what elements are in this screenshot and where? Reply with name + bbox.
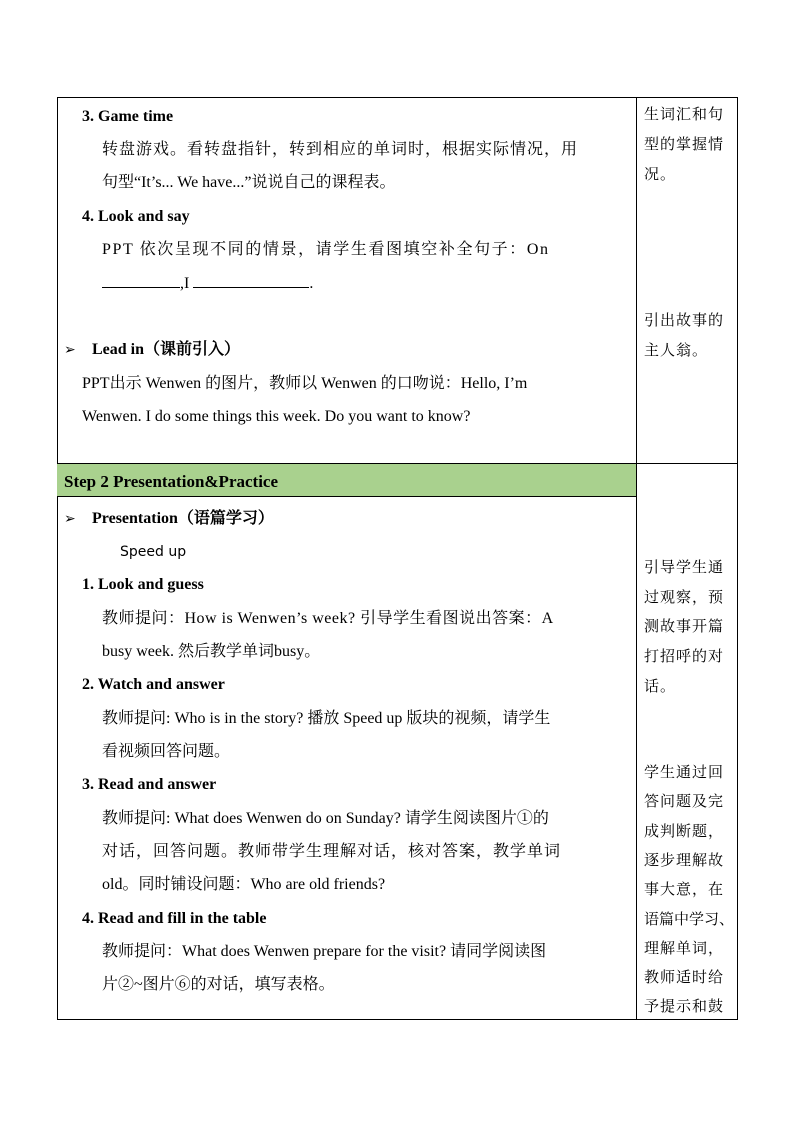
game-time-line2: 句型“It’s... We have...”说说自己的课程表。 bbox=[102, 174, 396, 191]
look-guess-heading: 1. Look and guess bbox=[82, 576, 204, 593]
fill-blank-1[interactable] bbox=[102, 273, 180, 288]
read-fill-line1: 教师提问：What does Wenwen prepare for the visit? 请同学阅读图 bbox=[102, 943, 547, 960]
side-note-2-line1: 引出故事的 bbox=[644, 311, 725, 329]
fill-blank-2[interactable] bbox=[193, 273, 309, 288]
side-note-4-line3: 成判断题， bbox=[644, 822, 725, 840]
side-note-4-line1: 学生通过回 bbox=[644, 763, 725, 781]
side-note-4-line2: 答问题及完 bbox=[644, 792, 725, 810]
look-say-end: . bbox=[309, 275, 314, 292]
presentation-heading: Presentation（语篇学习） bbox=[92, 510, 274, 527]
side-note-1-line3: 况。 bbox=[644, 165, 677, 183]
look-guess-line1: 教师提问：How is Wenwen’s week? 引导学生看图说出答案：A bbox=[102, 610, 554, 627]
look-say-mid: ,I bbox=[180, 275, 190, 292]
side-note-1-line2: 型的掌握情 bbox=[644, 135, 725, 153]
side-note-3-line3: 测故事开篇 bbox=[644, 617, 725, 635]
side-note-4-line6: 语篇中学习、 bbox=[644, 910, 735, 928]
look-guess-line2: busy week. 然后教学单词busy。 bbox=[102, 643, 321, 660]
side-note-4-line5: 事大意，在 bbox=[644, 880, 725, 898]
side-note-3-line5: 话。 bbox=[644, 677, 677, 695]
side-note-2-line2: 主人翁。 bbox=[644, 341, 709, 359]
lead-in-line2: Wenwen. I do some things this week. Do you want to know? bbox=[82, 408, 471, 425]
read-fill-heading: 4. Read and fill in the table bbox=[82, 910, 267, 927]
read-answer-line2: 对话，回答问题。教师带学生理解对话，核对答案，教学单词 bbox=[102, 843, 562, 860]
look-say-line2 bbox=[102, 273, 313, 294]
arrow-bullet-icon: ➢ bbox=[64, 511, 76, 527]
side-note-3-line2: 过观察，预 bbox=[644, 588, 725, 606]
game-time-heading: 3. Game time bbox=[82, 108, 174, 125]
side-note-3-line1: 引导学生通 bbox=[644, 558, 725, 576]
lead-in-heading: Lead in（课前引入） bbox=[92, 341, 241, 358]
watch-answer-heading: 2. Watch and answer bbox=[82, 676, 225, 693]
watch-answer-line2: 看视频回答问题。 bbox=[102, 743, 231, 760]
side-note-3-line4: 打招呼的对 bbox=[644, 647, 725, 665]
side-note-4-line4: 逐步理解故 bbox=[644, 851, 725, 869]
speed-up-label: Speed up bbox=[120, 544, 187, 560]
arrow-bullet-icon: ➢ bbox=[64, 342, 76, 358]
side-note-4-line9: 予提示和鼓 bbox=[644, 997, 725, 1015]
table1-divider bbox=[636, 97, 637, 464]
look-say-line1: PPT 依次呈现不同的情景，请学生看图填空补全句子：On bbox=[102, 241, 550, 258]
side-note-4-line7: 理解单词， bbox=[644, 939, 725, 957]
table2-divider bbox=[636, 463, 637, 1020]
step-title: Step 2 Presentation&Practice bbox=[64, 472, 279, 491]
read-fill-line2: 片②~图片⑥的对话，填写表格。 bbox=[102, 976, 335, 993]
read-answer-line1: 教师提问: What does Wenwen do on Sunday? 请学生阅读图片①的 bbox=[102, 810, 549, 827]
read-answer-line3: old。同时铺设问题：Who are old friends? bbox=[102, 876, 386, 893]
side-note-4-line8: 教师适时给 bbox=[644, 968, 725, 986]
lead-in-line1: PPT出示 Wenwen 的图片，教师以 Wenwen 的口吻说：Hello, I’m bbox=[82, 375, 528, 392]
game-time-line1: 转盘游戏。看转盘指针，转到相应的单词时，根据实际情况，用 bbox=[102, 141, 579, 158]
watch-answer-line1: 教师提问: Who is in the story? 播放 Speed up 版块的视频，请学生 bbox=[102, 710, 551, 727]
side-note-1-line1: 生词汇和句 bbox=[644, 105, 725, 123]
read-answer-heading: 3. Read and answer bbox=[82, 776, 217, 793]
look-say-heading: 4. Look and say bbox=[82, 208, 190, 225]
